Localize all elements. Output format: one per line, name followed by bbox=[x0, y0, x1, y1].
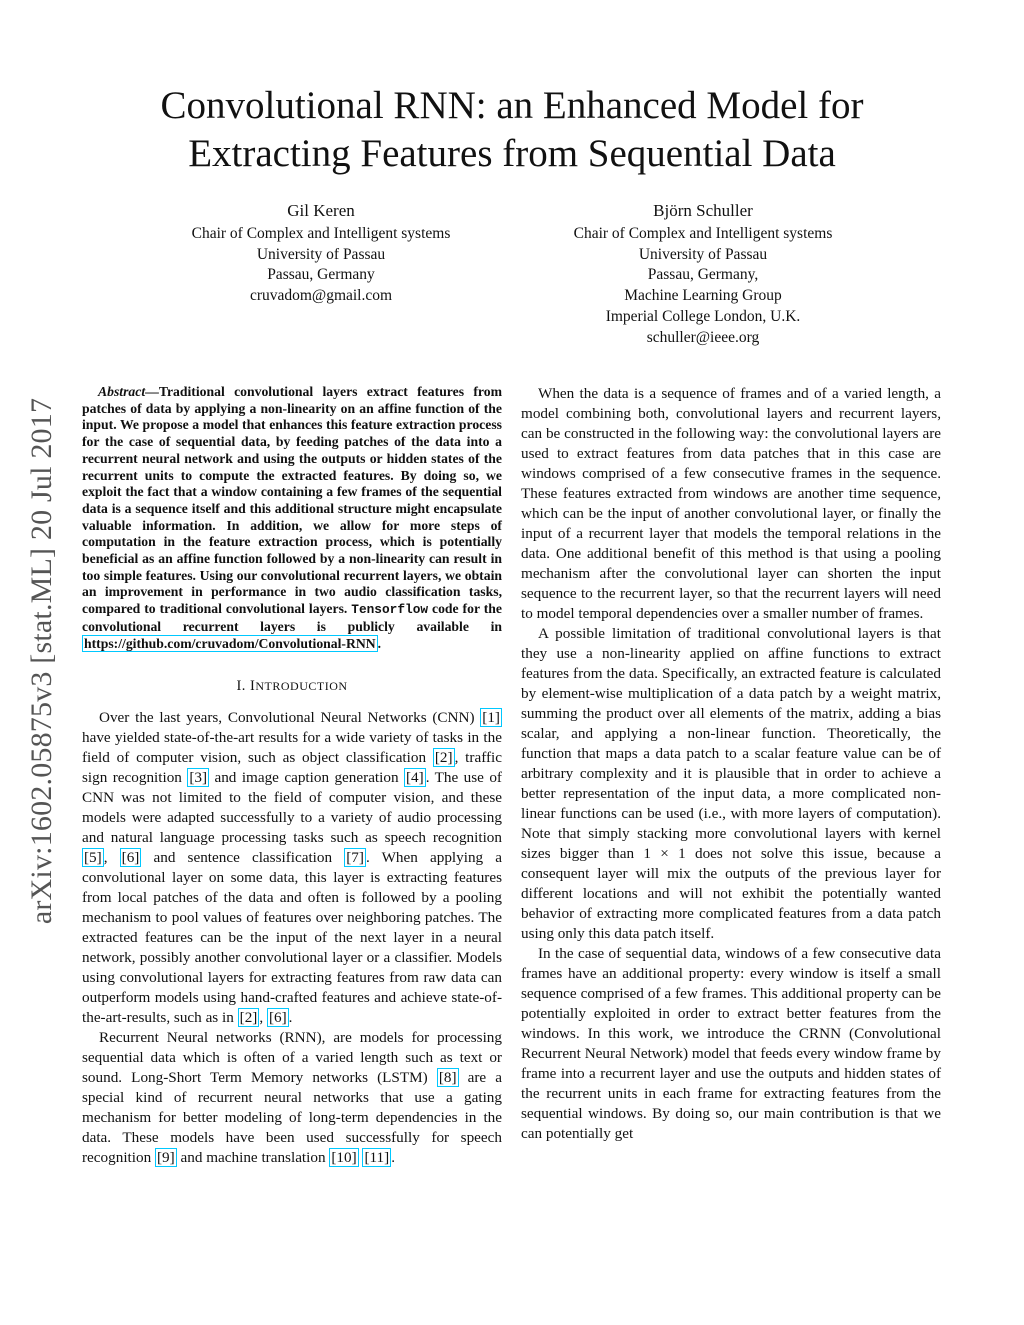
citation-link[interactable]: [10] bbox=[331, 1149, 357, 1167]
citation-link[interactable]: [11] bbox=[364, 1149, 390, 1167]
intro-paragraph-5: In the case of sequential data, windows of a few consecutive data frames have an additional property: every window is itself a small sequence comprised of a few frames. This additional property can be potentially exploited in order to extract better features from the windows. In this work, we introduce the CRNN (Convolutional Recurrent Neural Network) model that feeds every window frame by frame into a recurrent layer and use the outputs and hidden states of the recurrent units in each frame for extracting features from the sequential windows. By doing so, our main contribution is that we can potentially get bbox=[521, 945, 941, 1142]
intro-paragraph-1 bbox=[82, 708, 502, 1028]
author-name: Gil Keren bbox=[287, 201, 355, 220]
left-column bbox=[82, 384, 502, 1168]
author-block-2 bbox=[493, 201, 913, 349]
text-run: and image caption generation bbox=[209, 769, 404, 787]
abstract-label: Abstract bbox=[98, 384, 146, 399]
citation-link[interactable]: [7] bbox=[346, 849, 364, 867]
author-name: Björn Schuller bbox=[653, 201, 753, 220]
intro-paragraph-3: When the data is a sequence of frames and of a varied length, a model combining both, convolutional layers and recurrent layers, can be constructed in the following way: the convolutional layers are used to extract features from data patches that in this case are windows comprised of a few consecutive frames in the sequence. These features extracted from windows are another time sequence, which can be the input of another convolutional layer, or finally the input of a recurrent layer that models the temporal relations in the data. One additional benefit of this method is that using a pooling mechanism after the convolutional layer can shorten the input sequence to the recurrent layer, so that the recurrent layers will need to model temporal dependencies over a smaller number of frames. bbox=[521, 385, 941, 622]
citation-link[interactable]: [5] bbox=[84, 849, 102, 867]
author-block-1 bbox=[111, 201, 531, 307]
citation-link[interactable]: [9] bbox=[156, 1149, 175, 1167]
abstract bbox=[82, 384, 502, 652]
author-affiliation: Passau, Germany, bbox=[647, 266, 759, 284]
arxiv-stamp bbox=[16, 366, 68, 956]
author-affiliation: Chair of Complex and Intelligent systems bbox=[191, 224, 451, 242]
text-run: , traffic sign recognition bbox=[82, 749, 502, 787]
abstract-text: code for the convolutional recurrent layers is publicly available in bbox=[82, 601, 502, 634]
author-email: cruvadom@gmail.com bbox=[249, 287, 393, 305]
paper-title bbox=[90, 82, 934, 178]
author-email: schuller@ieee.org bbox=[646, 328, 760, 346]
text-run: , bbox=[103, 849, 120, 867]
section-first-letter: I bbox=[250, 678, 256, 695]
citation-link[interactable]: [2] bbox=[239, 1009, 258, 1027]
text-run: Over the last years, Convolutional Neural Networks (CNN) bbox=[99, 709, 481, 727]
citation-link[interactable]: [8] bbox=[438, 1069, 457, 1087]
right-column bbox=[521, 384, 941, 1144]
intro-paragraph-2 bbox=[82, 1028, 502, 1168]
author-affiliation: University of Passau bbox=[638, 245, 768, 263]
citation-link[interactable]: [4] bbox=[405, 769, 424, 787]
text-run: . bbox=[391, 1149, 396, 1167]
text-run: , bbox=[259, 1009, 267, 1027]
github-link[interactable]: https://github.com/cruvadom/Convolutional-RNN bbox=[84, 635, 376, 651]
intro-paragraph-4: A possible limitation of traditional convolutional layers is that they use a non-linearity applied on affine functions to extract features from the data. Specifically, an extracted feature is calculated by element-wise multiplication of a data patch by a weight matrix, summing the product over all elements of the matrix, adding a bias scalar, and applying a non-linear function. Theoretically, the function that maps a data patch to a scalar feature value can be of arbitrary complexity and it is plausible that in order to achieve a better representation of the input data, a more complicated non-linear functions can be used (i.e., with more layers of computation). Note that simply stacking more convolutional layers with kernel sizes bigger than 1 × 1 does not solve this issue, because a consequent layer will mix the outputs of the previous layer for different locations and will not exhibit the potentially wanted behavior of extracting more complicated features from a data patch using only this data patch itself. bbox=[521, 625, 941, 942]
arxiv-stamp-text: arXiv:1602.05875v3 [stat.ML] 20 Jul 2017 bbox=[25, 397, 59, 925]
text-run: and machine translation bbox=[176, 1149, 330, 1167]
text-run: have yielded state-of-the-art results for a wide variety of tasks in the field of computer vision, such as object classification bbox=[82, 729, 502, 767]
author-affiliation: Imperial College London, U.K. bbox=[605, 307, 801, 325]
citation-link[interactable]: [6] bbox=[121, 849, 140, 867]
text-run: are a special kind of recurrent neural networks that use a gating mechanism for better modeling of long-term dependencies in the data. These models have been used successfully for speech recognition bbox=[82, 1069, 503, 1167]
author-affiliation: Machine Learning Group bbox=[624, 287, 782, 305]
title-line-2: Extracting Features from Sequential Data bbox=[188, 132, 836, 175]
citation-link[interactable]: [3] bbox=[189, 769, 208, 787]
text-run: . When applying a convolutional layer on some data, this layer is extracting features from local patches of the data and often is followed by a pooling mechanism to pool values of features over neighboring patches. The extracted features can be the input of the next layer in a neural network, possibly another convolutional layer or a classifier. Models using convolutional layers for extracting features from raw data can outperform models using hand-crafted features and achieve state-of-the-art-results, such as in bbox=[82, 849, 503, 1027]
citation-link[interactable]: [6] bbox=[268, 1009, 287, 1027]
text-run: Recurrent Neural networks (RNN), are models for processing sequential data which is often of a varied length such as text or sound. Long-Short Term Memory networks (LSTM) bbox=[82, 1029, 502, 1087]
section-number: I. bbox=[236, 678, 251, 695]
abstract-text: . bbox=[377, 635, 382, 651]
abstract-text: —Traditional convolutional layers extract features from patches of data by applying a non-linearity on an affine function of the input. We propose a model that enhances this feature extraction process for the case of sequential data, by feeding patches of the data into a recurrent neural network and using the outputs or hidden states of the recurrent units to compute the extracted features. By doing so, we exploit the fact that a window containing a few frames of the sequential data is a sequence itself and this additional structure might encapsulate valuable information. In addition, we allow for more steps of computation in the feature extraction process, which is potentially beneficial as an affine function followed by a non-linearity can result in too simple features. Using our convolutional recurrent layers, we obtain an improvement in performance in two audio classification tasks, compared to traditional convolutional layers. bbox=[82, 384, 502, 617]
text-run: . bbox=[288, 1009, 293, 1027]
citation-link[interactable]: [2] bbox=[434, 749, 453, 767]
section-title: NTRODUCTION bbox=[255, 679, 348, 694]
author-affiliation: Passau, Germany bbox=[267, 266, 375, 284]
author-affiliation: Chair of Complex and Intelligent systems bbox=[573, 224, 833, 242]
author-affiliation: University of Passau bbox=[256, 245, 386, 263]
title-line-1: Convolutional RNN: an Enhanced Model for bbox=[160, 84, 864, 127]
section-heading-introduction bbox=[82, 676, 502, 696]
text-run: . The use of CNN was not limited to the field of computer vision, and these models were adapted successfully to a variety of audio processing and natural language processing tasks such as speech recognition bbox=[82, 769, 502, 847]
citation-link[interactable]: [1] bbox=[482, 709, 500, 727]
text-run: and sentence classification bbox=[141, 849, 345, 867]
abstract-code: Tensorflow bbox=[351, 602, 429, 618]
